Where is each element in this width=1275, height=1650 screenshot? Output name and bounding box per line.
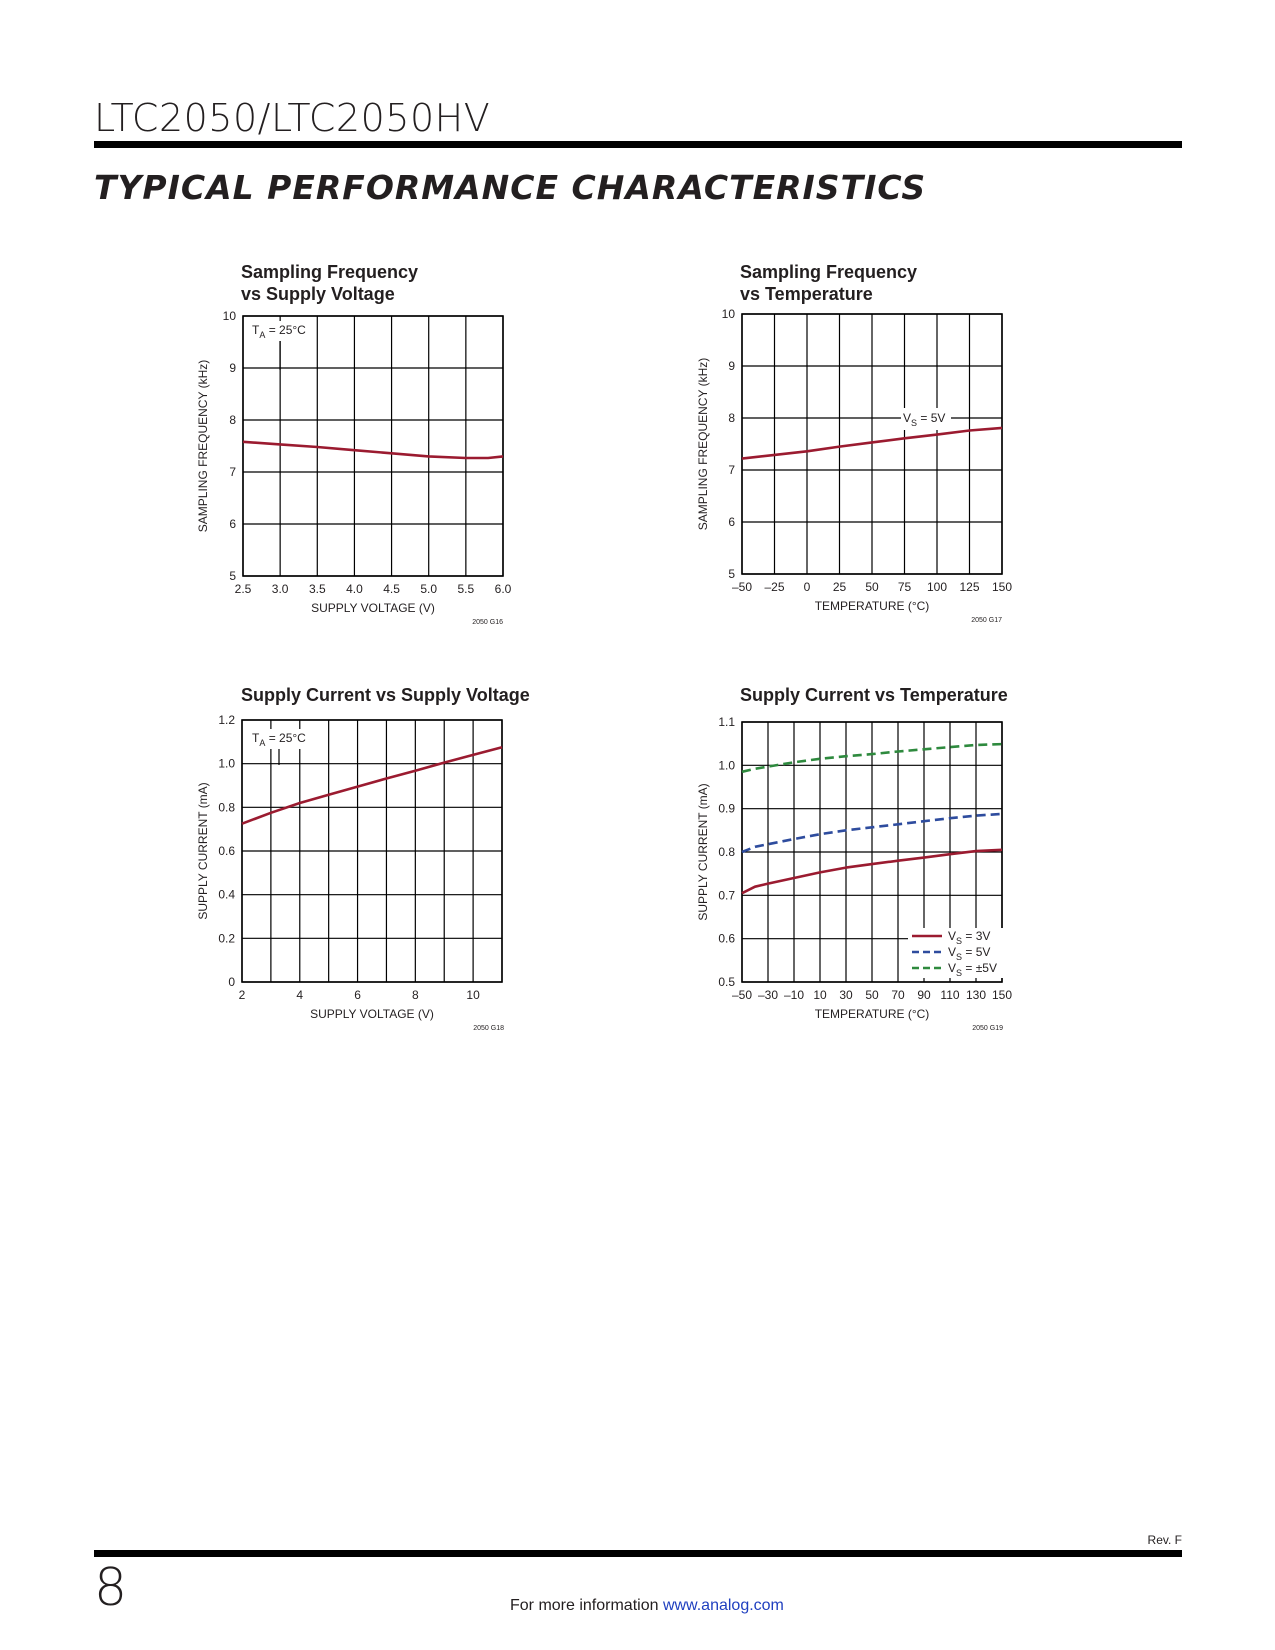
x-tick-label: 5.0 [420, 582, 438, 596]
x-tick-label: 0 [803, 580, 811, 594]
legend-label-sub: S [956, 936, 963, 946]
y-tick-label: 0.9 [718, 801, 735, 816]
x-tick-label: 4 [296, 988, 304, 1002]
y-tick-label: 1.2 [218, 713, 235, 727]
x-tick-label: 4.0 [346, 582, 363, 596]
x-tick-label: 50 [865, 580, 879, 594]
x-tick-label: 3.5 [308, 582, 326, 596]
y-tick-label: 0.8 [718, 845, 735, 859]
y-tick-label: 0.4 [218, 887, 235, 902]
y-tick-label: 6 [728, 515, 735, 529]
x-tick-label: 50 [865, 988, 879, 1002]
x-tick-label: 90 [917, 988, 931, 1002]
y-tick-label: 0.7 [718, 888, 735, 903]
x-tick-label: 6.0 [494, 582, 512, 596]
footer-rule [94, 1550, 1182, 1557]
header-rule [94, 141, 1182, 148]
y-tick-label: 0.2 [218, 931, 235, 946]
y-tick-label: 8 [229, 413, 236, 427]
y-tick-label: 1.1 [718, 715, 735, 729]
chart-title-line: Supply Current vs Temperature [740, 685, 1008, 705]
x-tick-label: –50 [731, 580, 753, 594]
x-tick-label: 6 [354, 988, 361, 1002]
chart-annotation-main: T [252, 731, 260, 745]
footer-info [510, 1597, 784, 1615]
chart-title-line: Supply Current vs Supply Voltage [241, 685, 530, 705]
x-tick-label: 30 [839, 988, 853, 1002]
chart-annotation-rest: = 25°C [265, 731, 306, 745]
chart-title-g18 [241, 684, 530, 706]
y-tick-label: 9 [728, 359, 735, 373]
footer-link[interactable]: www.analog.com [662, 1597, 784, 1614]
y-tick-label: 1.0 [718, 758, 735, 773]
x-tick-label: 75 [897, 580, 912, 594]
chart-title-line: vs Supply Voltage [241, 284, 395, 304]
legend-label-rest: = 5V [962, 945, 991, 959]
chart-g16 [190, 308, 530, 638]
y-tick-label: 7 [728, 463, 735, 477]
y-tick-label: 8 [728, 411, 735, 425]
chart-title-g19 [740, 684, 1008, 706]
x-axis-label: TEMPERATURE (°C) [814, 599, 930, 613]
chart-annotation-sub: S [911, 418, 918, 428]
x-tick-label: 70 [891, 988, 905, 1002]
y-tick-label: 7 [229, 465, 236, 479]
y-tick-label: 10 [222, 309, 236, 323]
x-tick-label: 5.5 [457, 582, 475, 596]
legend-label-sub: S [956, 952, 963, 962]
y-axis-label: SAMPLING FREQUENCY (kHz) [696, 357, 710, 531]
x-tick-label: –50 [731, 988, 753, 1002]
chart-title-line: Sampling Frequency [740, 262, 918, 282]
y-tick-label: 5 [229, 569, 236, 583]
y-tick-label: 5 [728, 567, 735, 581]
figure-code: 2050 G16 [472, 619, 503, 626]
y-axis-label: SUPPLY CURRENT (mA) [196, 782, 210, 920]
x-tick-label: 150 [991, 580, 1013, 594]
chart-g18 [190, 712, 530, 1042]
plot-area [243, 316, 503, 576]
chart-title-line: Sampling Frequency [241, 262, 419, 282]
y-tick-label: 0.8 [218, 800, 235, 815]
x-tick-label: 130 [965, 988, 987, 1002]
legend-label-rest: = 3V [962, 929, 991, 943]
figure-code: 2050 G17 [971, 617, 1002, 624]
x-axis-label: SUPPLY VOLTAGE (V) [310, 1007, 434, 1021]
x-tick-label: 3.0 [271, 582, 289, 596]
page-number: 8 [94, 1558, 128, 1618]
legend-label-main: V [948, 929, 957, 943]
y-tick-label: 10 [721, 307, 735, 321]
y-tick-label: 0.5 [718, 975, 735, 989]
legend-label-rest: = ±5V [962, 961, 997, 975]
header-title: LTC2050/LTC2050HV [94, 96, 491, 140]
x-tick-label: 2.5 [234, 582, 252, 596]
legend-label-main: V [948, 945, 957, 959]
chart-annotation-main: T [252, 323, 260, 337]
legend-label-sub: S [956, 968, 963, 978]
y-tick-label: 1.0 [218, 756, 235, 771]
chart-title-line: vs Temperature [740, 284, 873, 304]
x-tick-label: 100 [926, 580, 948, 594]
x-tick-label: 8 [411, 988, 419, 1002]
figure-code: 2050 G19 [972, 1025, 1003, 1032]
x-tick-label: 10 [813, 988, 827, 1002]
chart-annotation-main: V [903, 411, 912, 425]
x-tick-label: 2 [238, 988, 246, 1002]
x-tick-label: 4.5 [383, 582, 400, 596]
y-tick-label: 0.6 [218, 844, 235, 858]
section-title: TYPICAL PERFORMANCE CHARACTERISTICS [94, 168, 927, 207]
chart-g19 [690, 712, 1030, 1042]
x-tick-label: 110 [940, 988, 960, 1002]
x-tick-label: 10 [466, 988, 480, 1002]
x-tick-label: 150 [991, 988, 1013, 1002]
chart-title-g17 [740, 261, 917, 305]
y-tick-label: 9 [229, 361, 236, 375]
legend-label-main: V [948, 961, 957, 975]
y-tick-label: 0 [228, 975, 235, 989]
chart-g17 [690, 304, 1030, 634]
x-tick-label: –25 [764, 580, 785, 594]
footer-info-text: For more information [510, 1597, 663, 1614]
chart-annotation-sub: A [259, 330, 266, 340]
x-axis-label: SUPPLY VOLTAGE (V) [311, 601, 435, 615]
x-tick-label: –10 [783, 988, 805, 1002]
x-tick-label: 25 [832, 580, 847, 594]
figure-code: 2050 G18 [473, 1025, 504, 1032]
chart-annotation-sub: A [259, 738, 266, 748]
chart-title-g16 [241, 261, 418, 305]
y-tick-label: 0.6 [718, 931, 735, 946]
revision-label: Rev. F [1147, 1533, 1182, 1547]
y-axis-label: SAMPLING FREQUENCY (kHz) [196, 359, 210, 533]
y-tick-label: 6 [229, 517, 236, 531]
chart-annotation-rest: = 25°C [265, 323, 306, 337]
x-tick-label: 125 [959, 580, 980, 594]
x-axis-label: TEMPERATURE (°C) [814, 1007, 930, 1021]
y-axis-label: SUPPLY CURRENT (mA) [696, 783, 710, 921]
chart-annotation-rest: = 5V [917, 411, 946, 425]
x-tick-label: –30 [757, 988, 779, 1002]
